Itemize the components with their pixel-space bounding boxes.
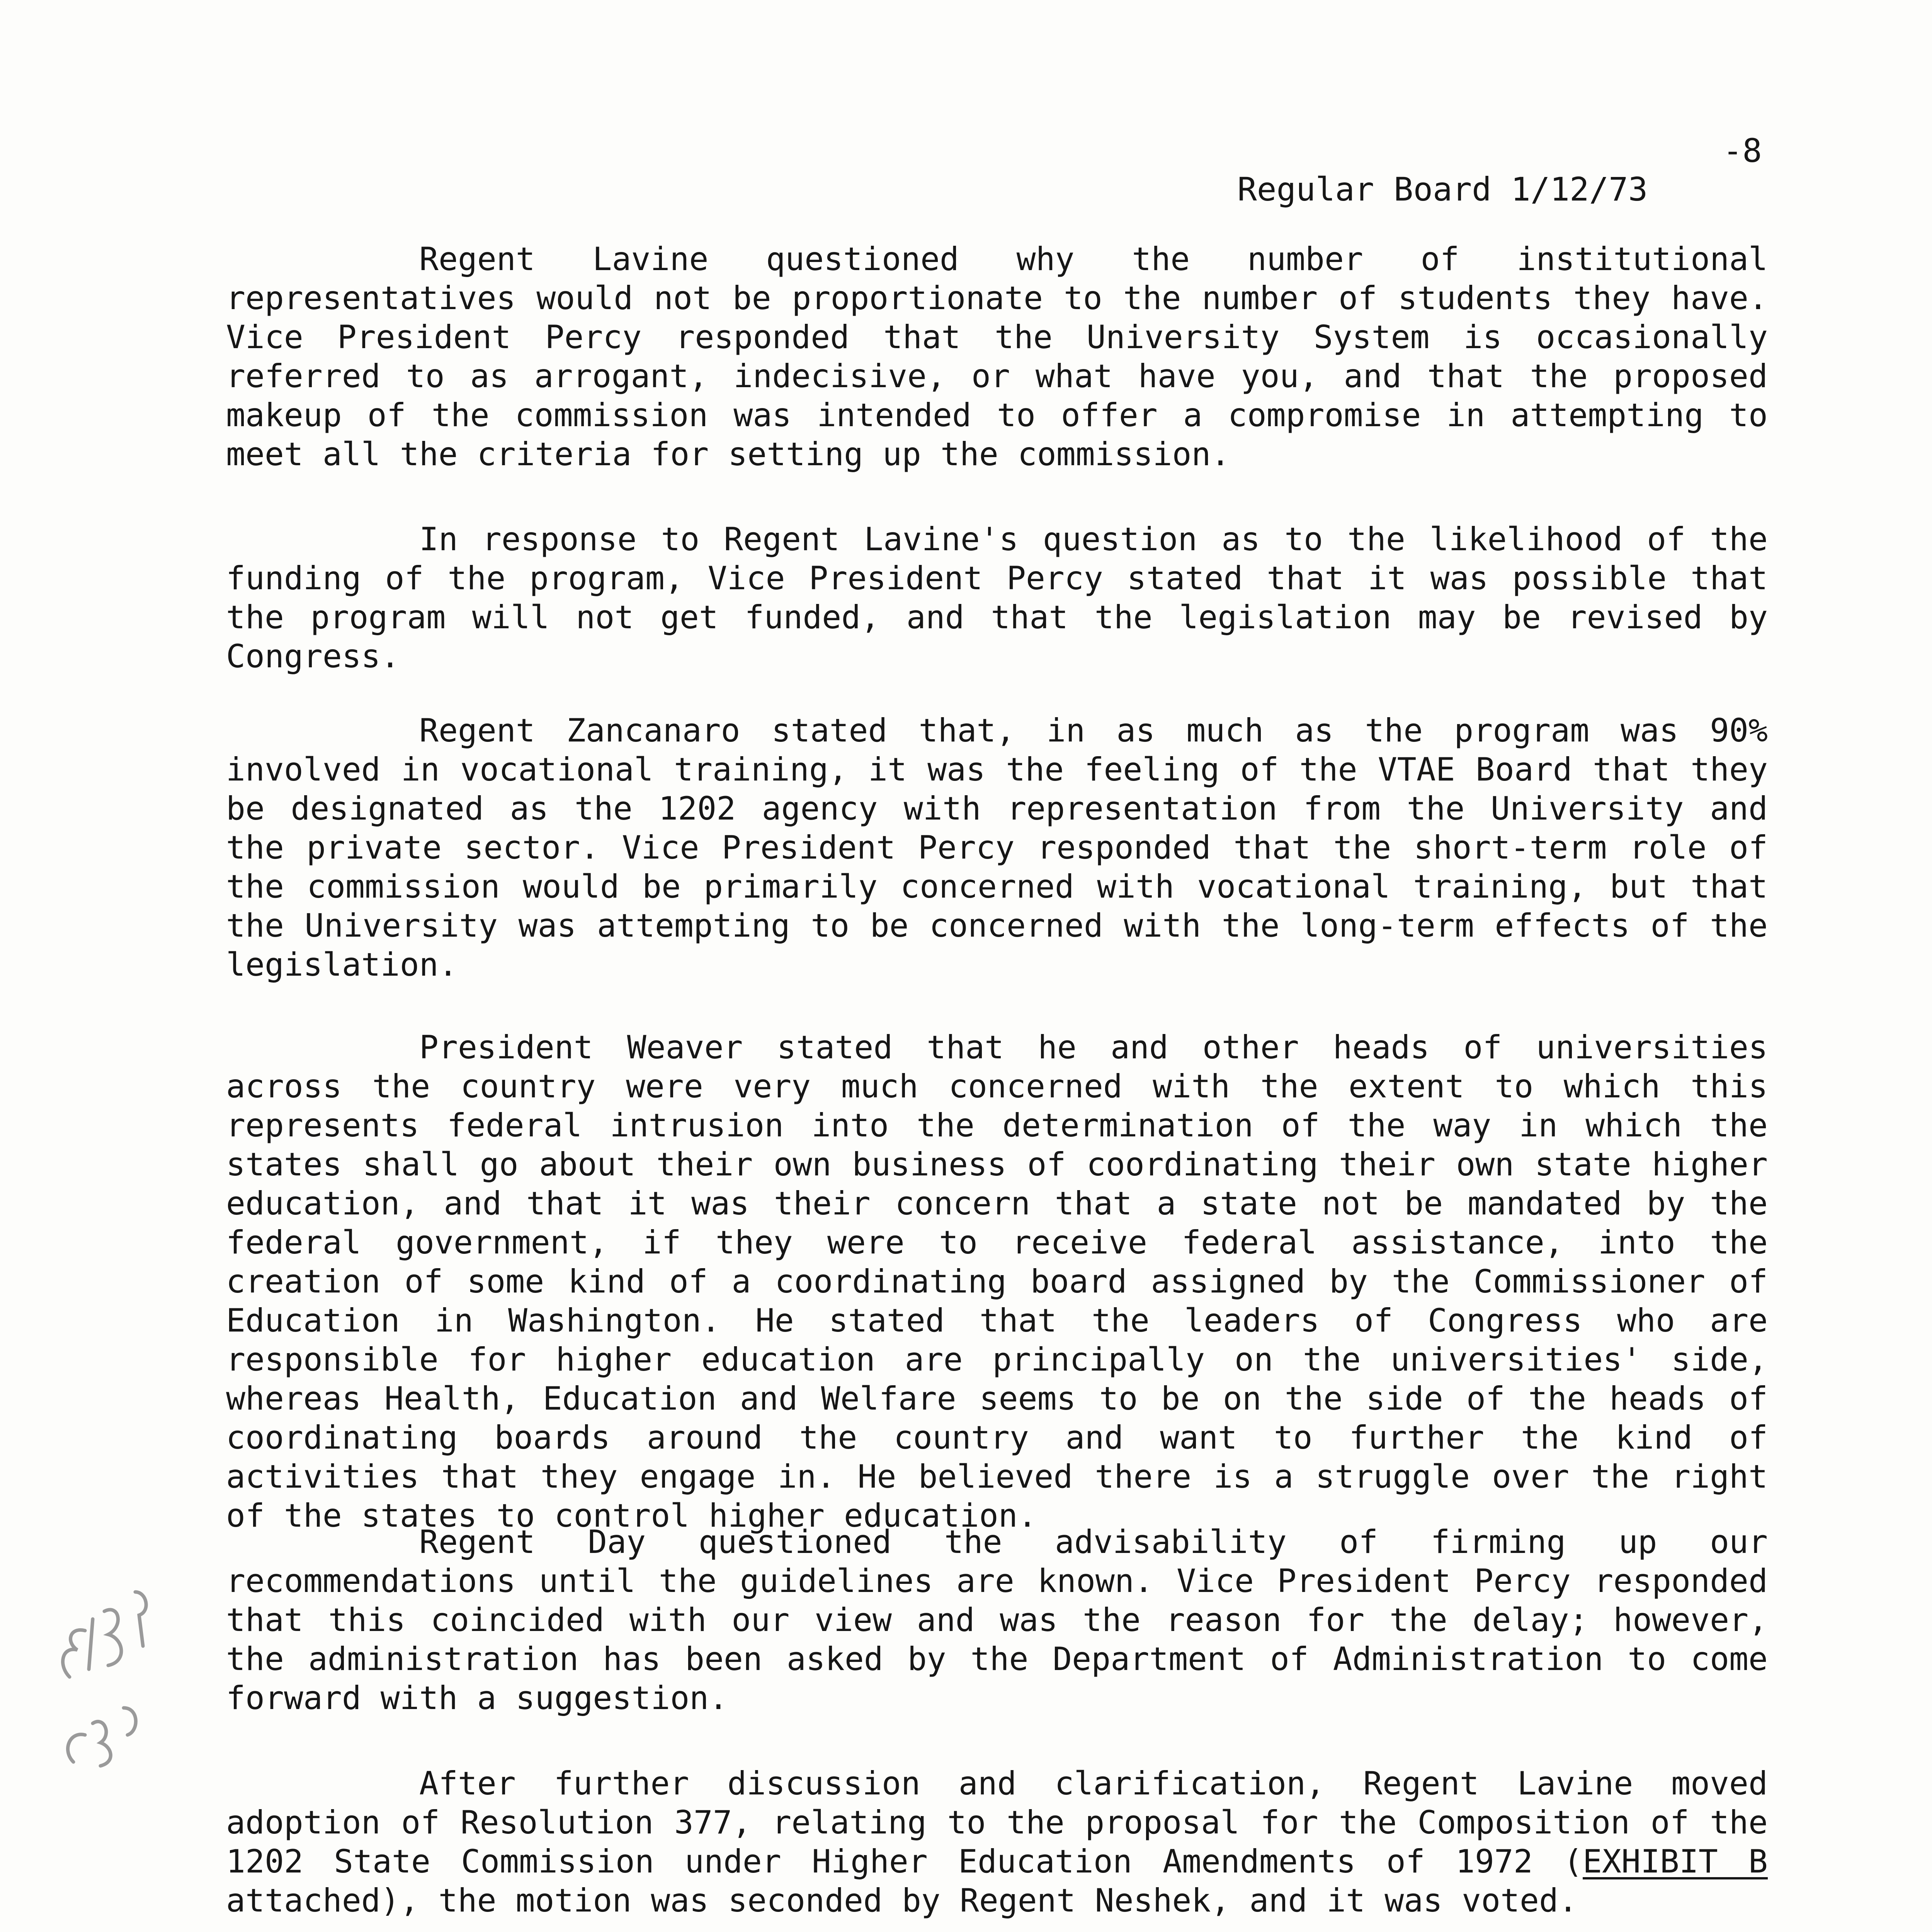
margin-handwriting (46, 1569, 162, 1785)
paragraph-5: Regent Day questioned the advisability of firming up our recommendations until the guidelines are known. Vice President Percy responded that this coincided with our view and was the reason for the delay; however, the administration has been asked by the Department of Administration to come forward with a suggestion. (226, 1523, 1768, 1717)
paragraph-1: Regent Lavine questioned why the number of institutional representatives would not be proportionate to the number of students they have. Vice President Percy responded that the University System is occasionally referred to as arrogant, indecisive, or what have you, and that the proposed makeup of the commission was intended to offer a compromise in attempting to meet all the criteria for setting up the commission. (226, 240, 1768, 473)
paragraph-4: President Weaver stated that he and other heads of universities across the country were very much concerned with the extent to which this represents federal intrusion into the determination of the way in which the states shall go about their own business of coordinating their own state higher education, and that it was their concern that a state not be mandated by the federal government, if they were to receive federal assistance, into the creation of some kind of a coordinating board assigned by the Commissioner of Education in Washington. He stated that the leaders of Congress who are responsible for higher education are principally on the universities' side, whereas Health, Education and Welfare seems to be on the side of the heads of coordinating boards around the country and want to further the kind of activities that they engage in. He believed there is a struggle over the right of the states to control higher education. (226, 1029, 1768, 1534)
paragraph-6-text-before: After further discussion and clarification, Regent Lavine moved adoption of Resolution 377, relating to the proposal for the Composition of the 1202 State Commission under Higher Education Amendments of 1972 ( (226, 1765, 1768, 1880)
header-title: Regular Board 1/12/73 (1237, 170, 1648, 208)
exhibit-reference: EXHIBIT B (1583, 1843, 1768, 1880)
paragraph-2: In response to Regent Lavine's question as to the likelihood of the funding of the program, Vice President Percy stated that it was possible that the program will not get funded, and that the legislation may be revised by Congress. (226, 520, 1768, 675)
paragraph-6 (226, 1764, 1768, 1920)
paragraph-6-text-after: attached), the motion was seconded by Regent Neshek, and it was voted. (226, 1882, 1578, 1919)
paragraph-3: Regent Zancanaro stated that, in as much as the program was 90% involved in vocational training, it was the feeling of the VTAE Board that they be designated as the 1202 agency with representation from the University and the private sector. Vice President Percy responded that the short-term role of the commission would be primarily concerned with vocational training, but that the University was attempting to be concerned with the long-term effects of the legislation. (226, 712, 1768, 983)
header-page-number: -8 (1723, 132, 1762, 170)
